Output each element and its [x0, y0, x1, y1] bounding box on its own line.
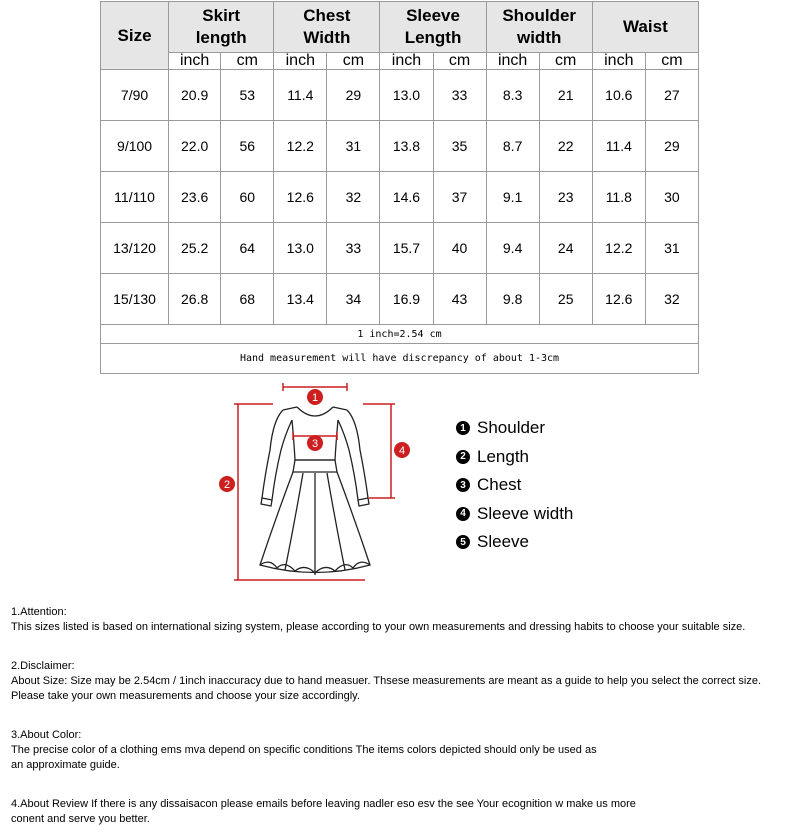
measurement-cell: 23 [539, 172, 592, 223]
table-row [101, 121, 699, 172]
measurement-cell: 35 [433, 121, 486, 172]
size-cell: 15/130 [101, 274, 169, 325]
number-circle-icon: 2 [456, 450, 470, 464]
note-body: About Size: Size may be 2.54cm / 1inch inaccuracy due to hand measuer. Thsese measurements are meant as a guide to help you select the correct size. Please take your own measurements and choose your size accordingly. [11, 675, 762, 702]
header-chest-width: Chest Width [274, 2, 380, 53]
measurement-cell: 64 [221, 223, 274, 274]
size-cell: 13/120 [101, 223, 169, 274]
size-chart-table [100, 1, 699, 374]
measurement-cell: 25 [539, 274, 592, 325]
measurement-cell: 9.1 [486, 172, 539, 223]
measurement-cell: 12.6 [592, 274, 645, 325]
measurement-cell: 29 [645, 121, 698, 172]
notes-section [11, 590, 800, 836]
discrepancy-note: Hand measurement will have discrepancy of about 1-3cm [101, 344, 699, 374]
unit-cell: cm [221, 53, 274, 70]
note-body: The precise color of a clothing ems mva depend on specific conditions The items colors depicted should only be used as an approximate guide. [11, 744, 597, 771]
number-circle-icon: 5 [456, 535, 470, 549]
dress-measurement-diagram [215, 380, 415, 585]
measurement-cell: 16.9 [380, 274, 433, 325]
unit-cell: inch [592, 53, 645, 70]
legend-item-shoulder [456, 414, 656, 443]
conversion-row [101, 325, 699, 344]
measurement-cell: 32 [645, 274, 698, 325]
note-disclaimer [11, 644, 800, 704]
size-cell: 7/90 [101, 70, 169, 121]
header-waist: Waist [592, 2, 698, 53]
marker-label: 1 [311, 392, 319, 404]
legend-label: Shoulder [477, 418, 546, 438]
measurement-cell: 8.7 [486, 121, 539, 172]
legend-label: Length [477, 446, 529, 466]
header-shoulder-width: Shoulder width [486, 2, 592, 53]
unit-cell: inch [380, 53, 433, 70]
measurement-cell: 13.4 [274, 274, 327, 325]
measurement-cell: 15.7 [380, 223, 433, 274]
legend-label: Chest [477, 475, 522, 495]
header-size: Size [101, 2, 169, 70]
measurement-cell: 11.8 [592, 172, 645, 223]
unit-cell: cm [539, 53, 592, 70]
unit-cell: cm [327, 53, 380, 70]
measurement-cell: 12.2 [274, 121, 327, 172]
table-row [101, 274, 699, 325]
measurement-cell: 31 [327, 121, 380, 172]
header-sleeve-length: Sleeve Length [380, 2, 486, 53]
header-row [101, 2, 699, 53]
measurement-cell: 10.6 [592, 70, 645, 121]
dress-outline [260, 407, 370, 575]
legend-item-length [456, 443, 656, 472]
measurement-cell: 43 [433, 274, 486, 325]
legend-label: Sleeve [477, 532, 529, 552]
measurement-cell: 37 [433, 172, 486, 223]
measurement-cell: 33 [433, 70, 486, 121]
table-body [101, 70, 699, 325]
measurement-cell: 20.9 [169, 70, 221, 121]
measurement-cell: 22 [539, 121, 592, 172]
measurement-cell: 23.6 [169, 172, 221, 223]
measurement-cell: 29 [327, 70, 380, 121]
measurement-cell: 13.8 [380, 121, 433, 172]
discrepancy-row [101, 344, 699, 374]
marker-label: 3 [311, 438, 319, 450]
measurement-cell: 27 [645, 70, 698, 121]
measurement-cell: 68 [221, 274, 274, 325]
unit-cell: inch [274, 53, 327, 70]
measurement-cell: 21 [539, 70, 592, 121]
number-circle-icon: 1 [456, 421, 470, 435]
legend-item-chest [456, 471, 656, 500]
table-row [101, 70, 699, 121]
measurement-cell: 22.0 [169, 121, 221, 172]
unit-cell: inch [486, 53, 539, 70]
marker-label: 4 [398, 445, 406, 457]
measurement-cell: 11.4 [274, 70, 327, 121]
note-about-review [11, 782, 800, 827]
unit-cell: cm [645, 53, 698, 70]
table-row [101, 223, 699, 274]
unit-cell: cm [433, 53, 486, 70]
legend-item-sleeve-width [456, 500, 656, 529]
measurement-cell: 30 [645, 172, 698, 223]
measurement-cell: 12.6 [274, 172, 327, 223]
note-title: 3.About Color: [11, 729, 82, 741]
measurement-cell: 32 [327, 172, 380, 223]
note-attention [11, 590, 800, 635]
measurement-cell: 60 [221, 172, 274, 223]
size-cell: 9/100 [101, 121, 169, 172]
measurement-cell: 9.4 [486, 223, 539, 274]
measurement-cell: 24 [539, 223, 592, 274]
number-circle-icon: 3 [456, 478, 470, 492]
note-title: 2.Disclaimer: [11, 660, 75, 672]
measurement-legend [456, 414, 656, 557]
header-skirt-length: Skirt length [169, 2, 274, 53]
size-cell: 11/110 [101, 172, 169, 223]
measurement-cell: 9.8 [486, 274, 539, 325]
legend-label: Sleeve width [477, 503, 574, 523]
legend-item-sleeve [456, 528, 656, 557]
measurement-cell: 56 [221, 121, 274, 172]
note-about-color [11, 713, 800, 773]
measurement-cell: 33 [327, 223, 380, 274]
note-body: 4.About Review If there is any dissaisacon please emails before leaving nadler eso esv the see Your ecognition w make us more conent and serve you better. [11, 798, 636, 825]
unit-row [101, 53, 699, 70]
measurement-cell: 25.2 [169, 223, 221, 274]
unit-cell: inch [169, 53, 221, 70]
measurement-cell: 11.4 [592, 121, 645, 172]
measurement-cell: 34 [327, 274, 380, 325]
measurement-cell: 13.0 [274, 223, 327, 274]
conversion-note: 1 inch=2.54 cm [101, 325, 699, 344]
measurement-cell: 8.3 [486, 70, 539, 121]
note-title: 1.Attention: [11, 606, 67, 618]
table-row [101, 172, 699, 223]
measurement-cell: 40 [433, 223, 486, 274]
measurement-cell: 26.8 [169, 274, 221, 325]
measurement-cell: 31 [645, 223, 698, 274]
measurement-cell: 53 [221, 70, 274, 121]
measurement-cell: 12.2 [592, 223, 645, 274]
measurement-cell: 13.0 [380, 70, 433, 121]
number-circle-icon: 4 [456, 507, 470, 521]
measurement-cell: 14.6 [380, 172, 433, 223]
marker-label: 2 [223, 479, 231, 491]
note-body: This sizes listed is based on international sizing system, please according to your own measurements and dressing habits to choose your suitable size. [11, 621, 746, 633]
